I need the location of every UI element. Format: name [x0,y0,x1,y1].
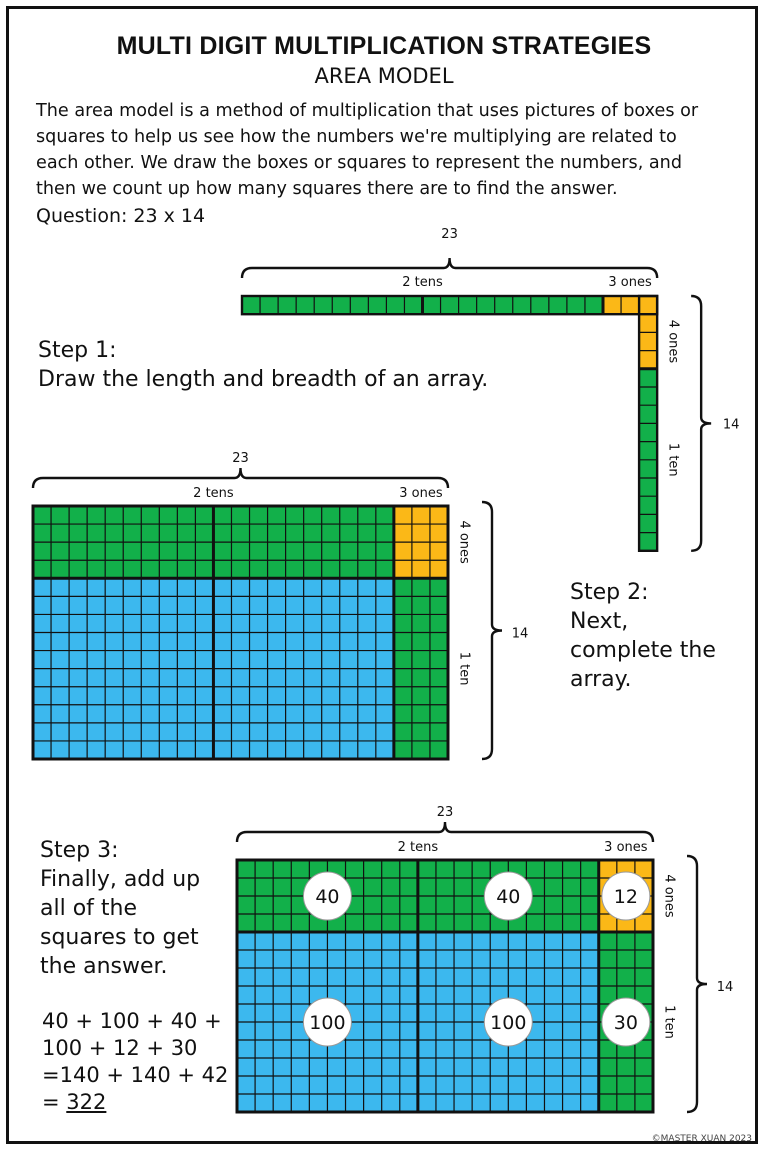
step1-width-label: 23 [441,227,458,242]
step1-height-label: 14 [722,417,740,433]
intro-line: each other. We draw the boxes or squares to represent the numbers, and [36,153,682,173]
step-2-line: complete the [570,638,716,663]
partial-product-label: 100 [490,1012,527,1034]
page-title: MULTI DIGIT MULTIPLICATION STRATEGIES [116,32,652,60]
step1-ten-height-label: 1 ten [665,442,681,477]
final-answer: 322 [66,1090,107,1114]
partial-product-label: 40 [315,886,340,908]
intro-line: then we count up how many squares there are to find the answer. [36,179,618,199]
intro-line: squares to help us see how the numbers we're multiplying are related to [36,127,677,147]
equals-sign: = [42,1090,67,1114]
step2-height-brace [482,502,502,759]
step1-ones-column [639,314,657,369]
partial-product-label: 30 [613,1012,638,1034]
partial-product-label: 12 [613,886,638,908]
step1-ones-strip [603,296,657,314]
step2-width-label: 23 [232,451,249,466]
step2-height-label: 14 [511,626,529,642]
calculation-line: 100 + 12 + 30 [42,1036,198,1060]
step-3-heading: Step 3: [40,838,119,863]
question-text: Question: 23 x 14 [36,205,206,227]
step-3-line: squares to get [40,925,199,950]
step3-width-label: 23 [436,805,454,820]
step3-height-brace [687,856,707,1112]
step1-ones-height-label: 4 ones [665,319,681,364]
intro-line: The area model is a method of multiplication that uses pictures of boxes or [36,101,699,121]
step-1-body: Draw the length and breadth of an array. [38,367,489,392]
partial-product-label: 40 [496,886,521,908]
step-2-line: array. [570,667,632,692]
step3-ones-label: 3 ones [604,840,648,855]
copyright-text: ©MASTER XUAN 2023 [651,1134,752,1144]
step1-ones-label: 3 ones [608,275,652,290]
step2-ten-height-label: 1 ten [456,651,472,686]
step-2-heading: Step 2: [570,580,649,605]
page-subtitle: AREA MODEL [314,64,454,88]
step3-ones-height-label: 4 ones [661,874,677,918]
step2-ones-label: 3 ones [399,486,443,501]
step2-width-brace [33,468,448,488]
calculation-line: =140 + 140 + 42 [42,1063,229,1087]
step-1-heading: Step 1: [38,338,117,363]
step3-ten-height-label: 1 ten [661,1005,677,1039]
step-3-line: all of the [40,896,138,921]
step1-height-brace [691,296,711,551]
step2-tens-label: 2 tens [193,486,234,501]
step-3-line: the answer. [40,954,168,979]
partial-product-label: 100 [309,1012,346,1034]
step1-width-brace [242,258,657,278]
step2-ones-height-label: 4 ones [456,520,472,564]
step3-height-label: 14 [716,980,734,995]
step1-tens-label: 2 tens [402,275,443,290]
step-3-line: Finally, add up [40,867,201,892]
step-2-line: Next, [570,609,629,634]
step3-tens-label: 2 tens [397,840,439,855]
step3-width-brace [237,822,653,842]
calculation-line: 40 + 100 + 40 + [42,1009,222,1033]
